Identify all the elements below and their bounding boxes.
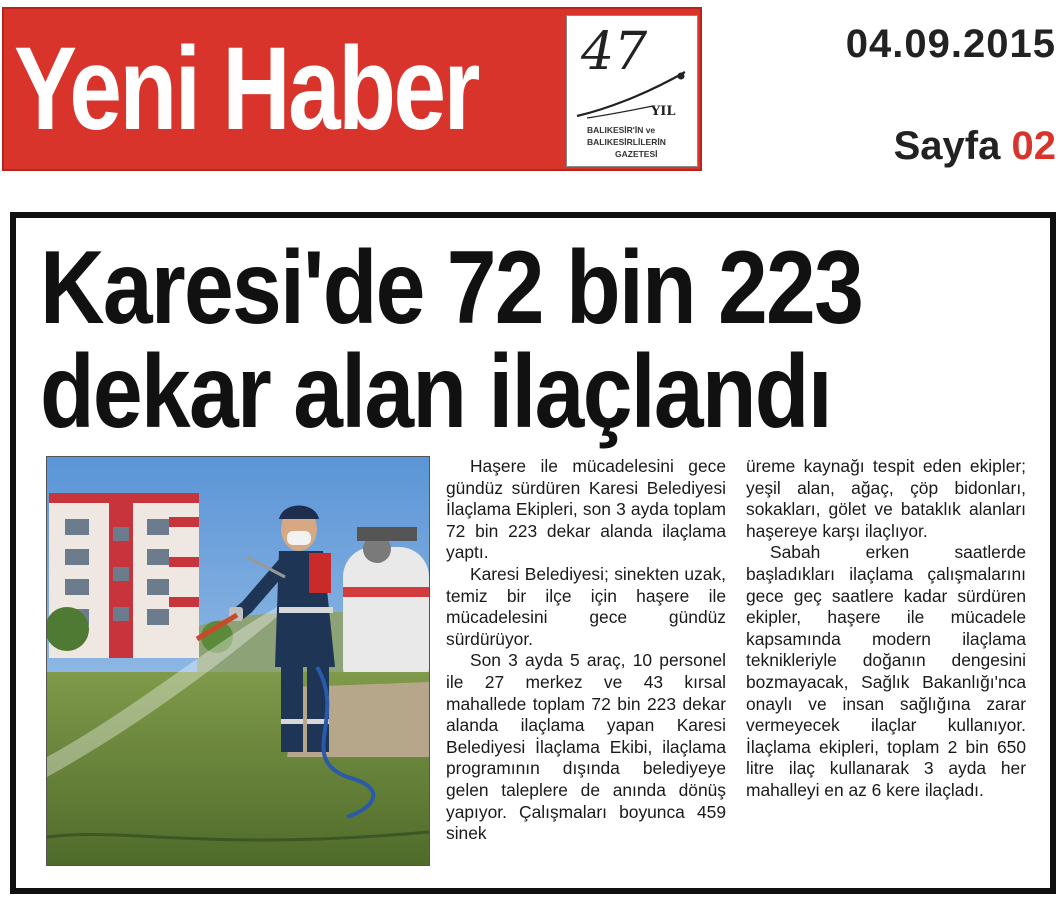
headline-line: Karesi'de 72 bin 223 [40,230,863,346]
tagline-line: GAZETESİ [615,149,658,159]
page-number: 02 [1011,124,1056,168]
article-frame [10,212,1056,894]
newspaper-name: Yeni Haber [14,23,478,155]
article-column-2 [746,456,1026,802]
article-column-1 [446,456,726,845]
newspaper-tagline [587,124,695,160]
anniversary-unit: YIL [651,104,676,119]
page-indicator [894,124,1056,169]
anniversary-badge [566,15,698,167]
paragraph: Son 3 ayda 5 araç, 10 personel ile 27 merkez ve 43 kırsal mahallede toplam 72 bin 223 dekar alanda ilaçlama yapan Karesi Belediyesi İlaçlama Ekibi, ilaçlama programının dışında belediyeye gelen taleplere de anında dönüş yapıyor. Çalışmaları boyunca 459 sinek [446,650,726,844]
issue-date: 04.09.2015 [845,22,1056,66]
paragraph: Haşere ile mücadelesini gece gündüz sürdüren Karesi Belediyesi İlaçlama Ekipleri, son 3 ayda toplam 72 bin 223 dekar alanda ilaçlama yaptı. [446,456,726,563]
paragraph: Sabah erken saatlerde başladıkları ilaçlama çalışmalarını gece geç saatlere kadar sürdüren ekipler, haşere ile mücadele kapsamında modern ilaçlama teknikleriyle doğanın dengesini bozmayacak, Sağlık Bakanlığı'nca onaylı ve insan sağlığına zarar vermeyecek ilaçlar kullanıyor. İlaçlama ekipleri, toplam 2 bin 650 litre ilaç kullanarak 3 ayda her mahalleyi en az 6 kere ilaçladı. [746,542,1026,800]
anniversary-number: 47 [581,22,648,82]
paragraph: Karesi Belediyesi; sinekten uzak, temiz bir ilçe için haşere ile mücadelesini gece gündüz sürdürüyor. [446,563,726,649]
tagline-line: BALIKESİRLİLERİN [587,137,666,147]
masthead-logo [2,7,702,171]
article-photo [46,456,430,866]
pest-control-photo-illustration [47,457,429,865]
tagline-line: BALIKESİR'İN ve [587,125,656,135]
headline-line: dekar alan ilaçlandı [40,334,831,450]
paragraph: üreme kaynağı tespit eden ekipler; yeşil alan, ağaç, çöp bidonları, sokakları, gölet ve bataklık alanları haşereye karşı ilaçlıyor. [746,456,1026,541]
article-headline [40,230,900,450]
page-label: Sayfa [893,124,1001,168]
